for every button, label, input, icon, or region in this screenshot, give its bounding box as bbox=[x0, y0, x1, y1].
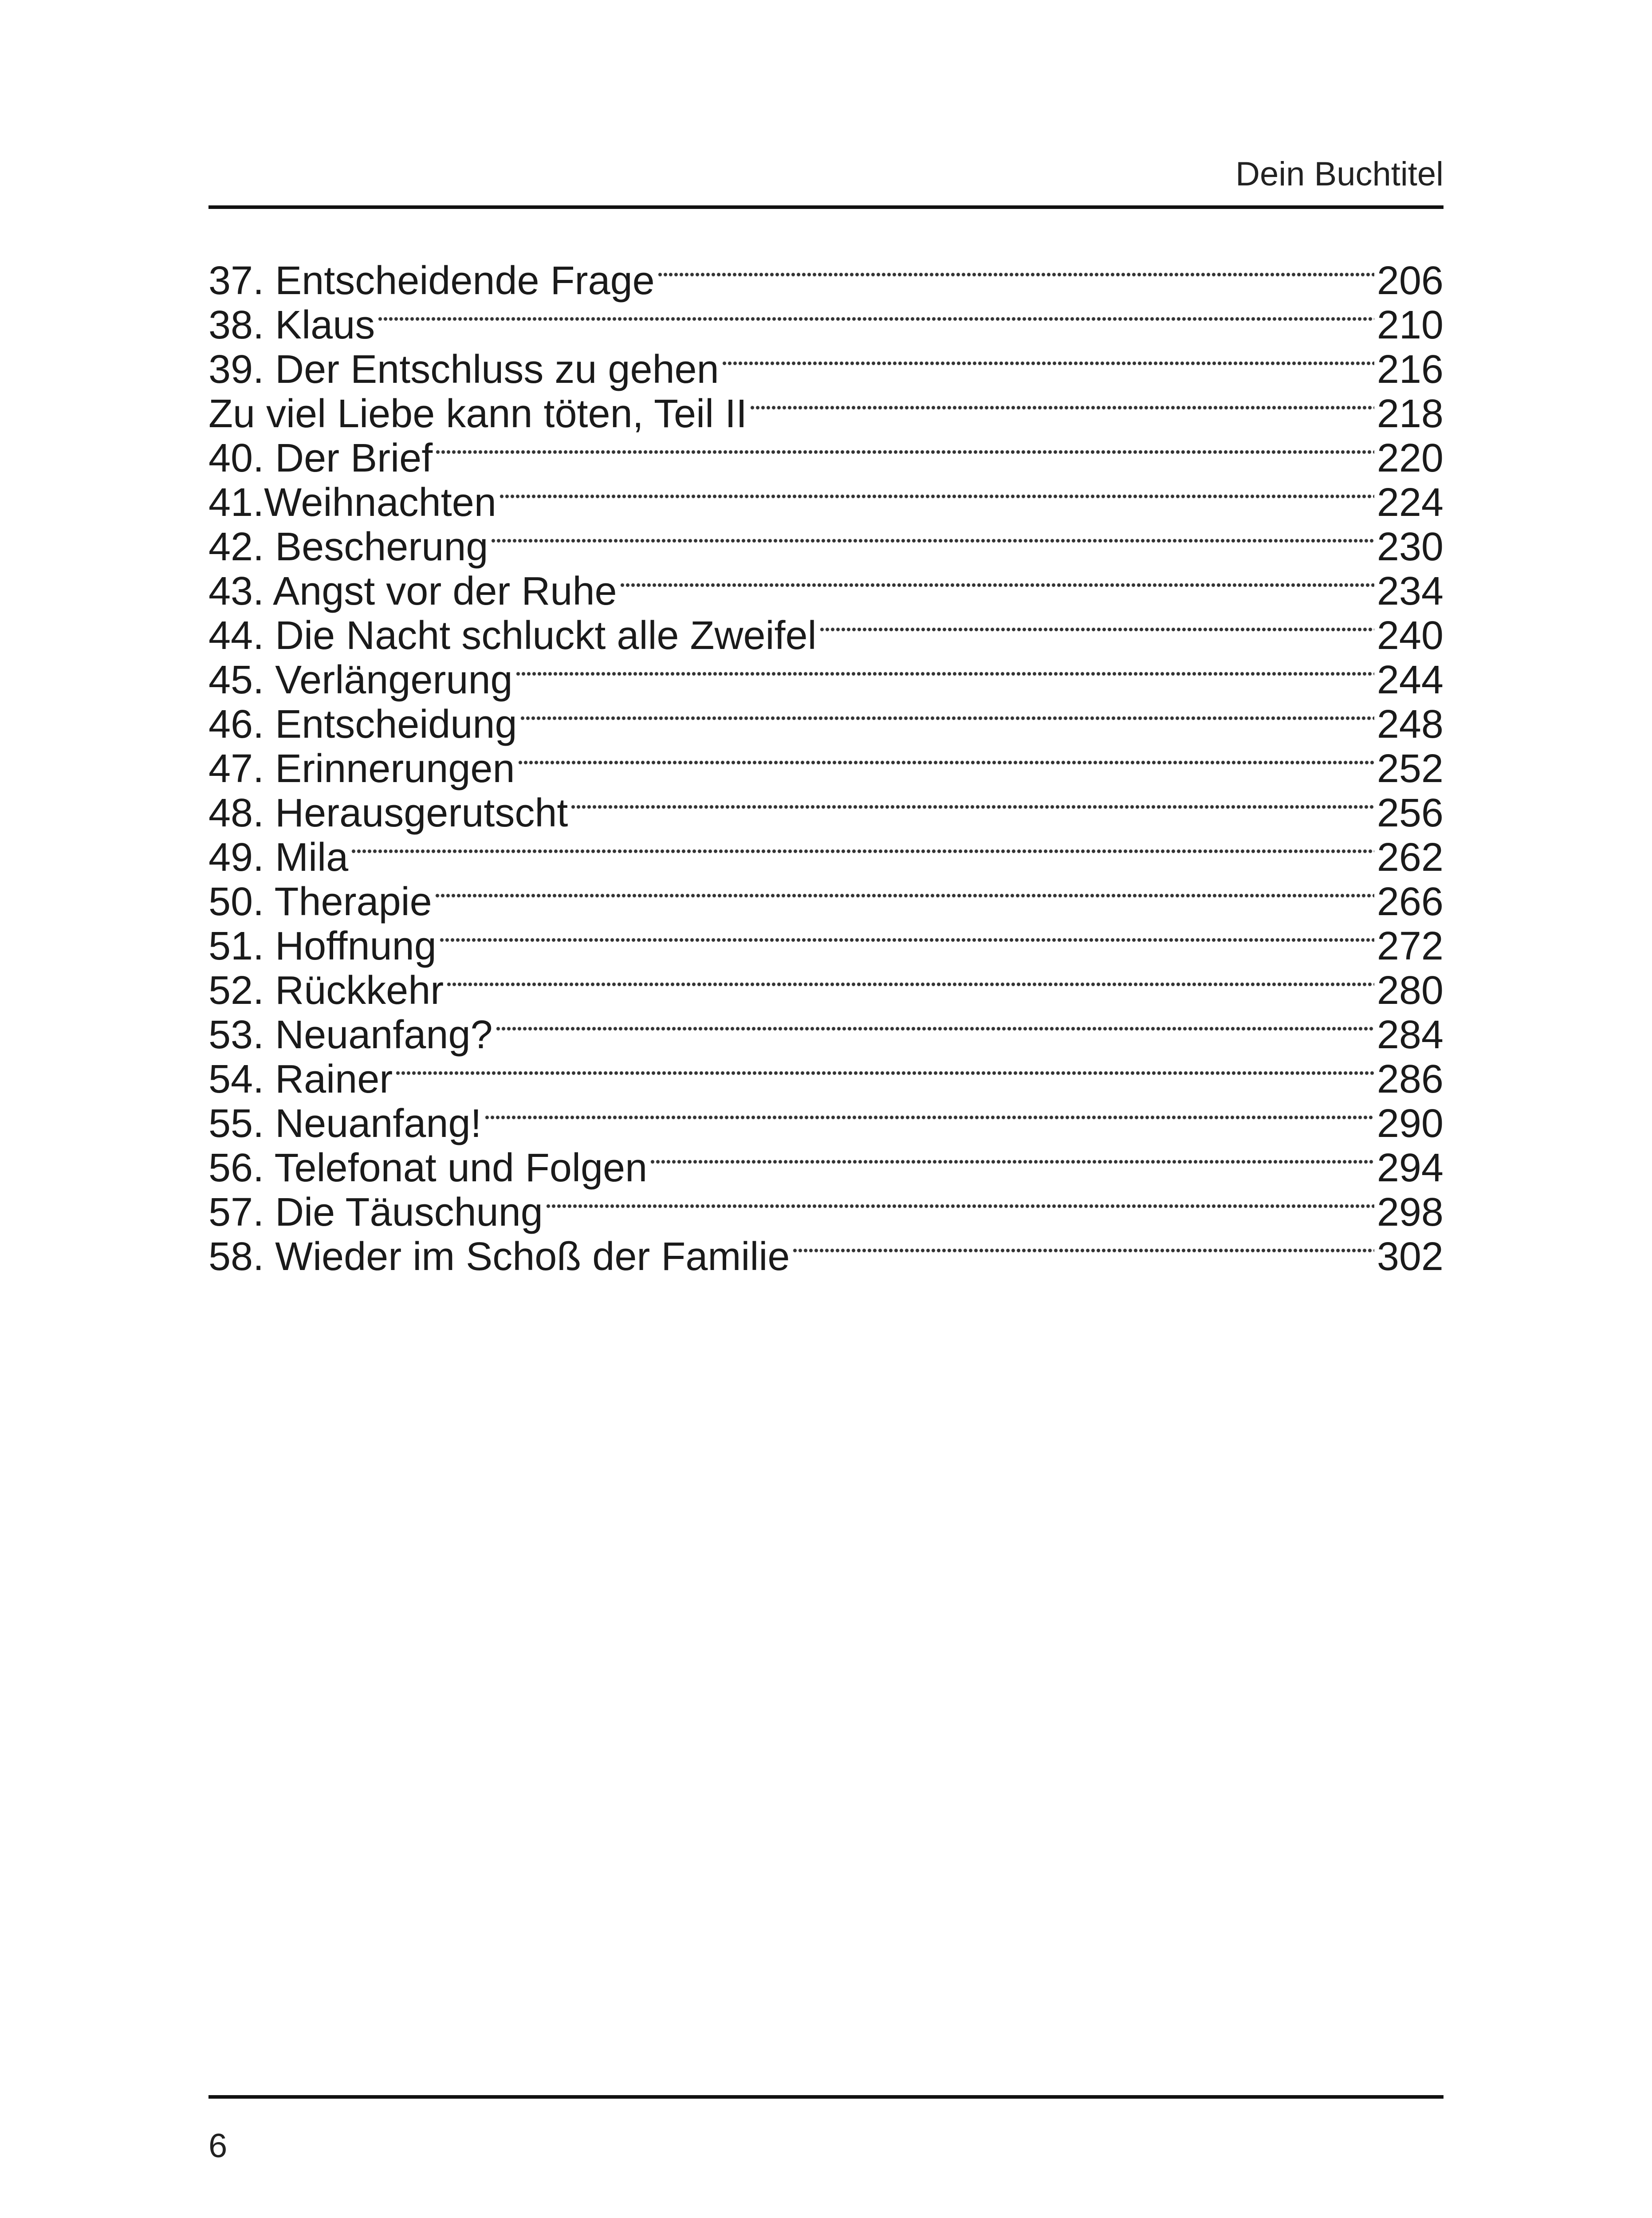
toc-entry bbox=[208, 968, 1444, 1013]
toc-dot-leader bbox=[351, 849, 1374, 854]
toc-entry-title: 43. Angst vor der Ruhe bbox=[208, 569, 617, 613]
toc-dot-leader bbox=[657, 272, 1374, 277]
toc-entry-page: 206 bbox=[1377, 259, 1444, 303]
toc-entry-title: 49. Mila bbox=[208, 835, 349, 880]
toc-entry-title: 48. Herausgerutscht bbox=[208, 791, 568, 835]
toc-entry bbox=[208, 702, 1444, 747]
toc-entry-page: 240 bbox=[1377, 613, 1444, 658]
toc-dot-leader bbox=[435, 449, 1374, 455]
toc-entry-page: 216 bbox=[1377, 347, 1444, 392]
toc-entry bbox=[208, 658, 1444, 702]
toc-entry-title: 55. Neuanfang! bbox=[208, 1101, 482, 1146]
toc-entry-page: 218 bbox=[1377, 392, 1444, 436]
toc-dot-leader bbox=[499, 494, 1374, 499]
toc-dot-leader bbox=[750, 405, 1374, 410]
toc-entry-title: 44. Die Nacht schluckt alle Zweifel bbox=[208, 613, 817, 658]
toc-entry-page: 220 bbox=[1377, 436, 1444, 480]
toc-entry bbox=[208, 259, 1444, 303]
page-number: 6 bbox=[208, 2127, 228, 2165]
toc-entry-title: 41.Weihnachten bbox=[208, 480, 496, 525]
toc-entry-title: 54. Rainer bbox=[208, 1057, 393, 1101]
toc-entry-title: 53. Neuanfang? bbox=[208, 1013, 493, 1057]
toc-dot-leader bbox=[496, 1026, 1374, 1031]
toc-entry bbox=[208, 1146, 1444, 1190]
toc-dot-leader bbox=[792, 1248, 1374, 1253]
toc-entry-title: 52. Rückkehr bbox=[208, 968, 444, 1013]
toc-entry bbox=[208, 436, 1444, 480]
toc-dot-leader bbox=[620, 582, 1374, 588]
toc-entry-title: 38. Klaus bbox=[208, 303, 375, 347]
toc-entry-title: 58. Wieder im Schoß der Familie bbox=[208, 1235, 790, 1279]
toc-entry-page: 280 bbox=[1377, 968, 1444, 1013]
toc-entry-title: 50. Therapie bbox=[208, 880, 432, 924]
toc-entry-page: 210 bbox=[1377, 303, 1444, 347]
toc-entry-page: 248 bbox=[1377, 702, 1444, 747]
toc-dot-leader bbox=[484, 1115, 1374, 1120]
toc-entry-title: Zu viel Liebe kann töten, Teil II bbox=[208, 392, 747, 436]
toc-entry bbox=[208, 392, 1444, 436]
toc-entry bbox=[208, 1013, 1444, 1057]
toc-entry bbox=[208, 525, 1444, 569]
toc-dot-leader bbox=[520, 716, 1374, 721]
toc-dot-leader bbox=[395, 1070, 1374, 1076]
toc-entry-title: 39. Der Entschluss zu gehen bbox=[208, 347, 719, 392]
toc-dot-leader bbox=[515, 671, 1374, 676]
toc-entry-page: 262 bbox=[1377, 835, 1444, 880]
toc-entry bbox=[208, 347, 1444, 392]
toc-entry bbox=[208, 303, 1444, 347]
toc-entry-page: 256 bbox=[1377, 791, 1444, 835]
toc-dot-leader bbox=[819, 627, 1374, 632]
toc-dot-leader bbox=[650, 1159, 1374, 1164]
toc-entry-title: 47. Erinnerungen bbox=[208, 747, 515, 791]
toc-entry-page: 286 bbox=[1377, 1057, 1444, 1101]
toc-entry bbox=[208, 1190, 1444, 1235]
toc-entry-title: 42. Bescherung bbox=[208, 525, 488, 569]
toc-entry bbox=[208, 1101, 1444, 1146]
toc-entry-title: 46. Entscheidung bbox=[208, 702, 517, 747]
toc-entry bbox=[208, 1057, 1444, 1101]
toc-entry bbox=[208, 791, 1444, 835]
running-header-title: Dein Buchtitel bbox=[1235, 155, 1444, 193]
toc-dot-leader bbox=[378, 316, 1374, 322]
toc-entry-title: 51. Hoffnung bbox=[208, 924, 437, 968]
toc-dot-leader bbox=[518, 760, 1374, 765]
header-rule bbox=[208, 205, 1444, 209]
toc-dot-leader bbox=[435, 893, 1374, 898]
toc-dot-leader bbox=[722, 361, 1374, 366]
toc-entry bbox=[208, 1235, 1444, 1279]
toc-dot-leader bbox=[570, 804, 1374, 810]
toc-entry-page: 290 bbox=[1377, 1101, 1444, 1146]
toc-entry bbox=[208, 747, 1444, 791]
toc-entry bbox=[208, 480, 1444, 525]
toc-entry-page: 284 bbox=[1377, 1013, 1444, 1057]
toc-entry-page: 244 bbox=[1377, 658, 1444, 702]
toc-entry-page: 272 bbox=[1377, 924, 1444, 968]
toc-dot-leader bbox=[546, 1203, 1374, 1209]
toc-entry-title: 37. Entscheidende Frage bbox=[208, 259, 655, 303]
table-of-contents bbox=[208, 259, 1444, 1279]
toc-entry-page: 224 bbox=[1377, 480, 1444, 525]
toc-dot-leader bbox=[446, 982, 1374, 987]
toc-entry bbox=[208, 924, 1444, 968]
toc-entry-title: 56. Telefonat und Folgen bbox=[208, 1146, 648, 1190]
toc-dot-leader bbox=[439, 937, 1374, 943]
toc-entry-page: 252 bbox=[1377, 747, 1444, 791]
toc-entry-page: 230 bbox=[1377, 525, 1444, 569]
toc-entry-title: 40. Der Brief bbox=[208, 436, 433, 480]
toc-dot-leader bbox=[491, 538, 1374, 543]
toc-entry-page: 298 bbox=[1377, 1190, 1444, 1235]
toc-entry-title: 57. Die Täuschung bbox=[208, 1190, 543, 1235]
footer-rule bbox=[208, 2095, 1444, 2099]
toc-entry-page: 234 bbox=[1377, 569, 1444, 613]
toc-entry bbox=[208, 613, 1444, 658]
toc-entry-page: 302 bbox=[1377, 1235, 1444, 1279]
toc-entry bbox=[208, 569, 1444, 613]
toc-entry-page: 294 bbox=[1377, 1146, 1444, 1190]
toc-entry-title: 45. Verlängerung bbox=[208, 658, 513, 702]
toc-entry-page: 266 bbox=[1377, 880, 1444, 924]
toc-entry bbox=[208, 880, 1444, 924]
toc-entry bbox=[208, 835, 1444, 880]
